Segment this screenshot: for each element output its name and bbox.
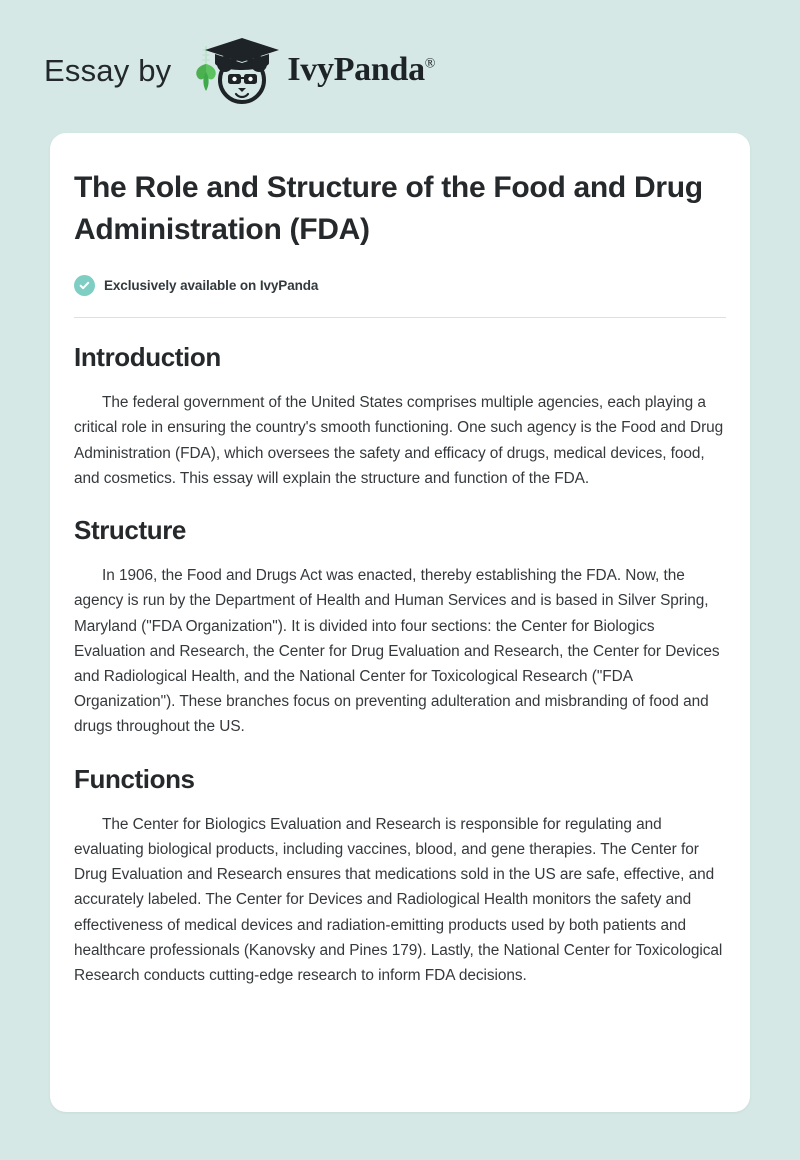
brand-wordmark [287, 53, 435, 87]
registered-trademark-symbol: ® [424, 56, 436, 72]
brand-name-text: IvyPanda [287, 51, 425, 88]
title-divider [74, 317, 726, 318]
panda-graduation-cap-icon [185, 36, 283, 104]
status-badge [74, 275, 726, 296]
section-paragraph-functions: The Center for Biologics Evaluation and Research is responsible for regulating and evaluating biological products, including vaccines, blood, and gene therapies. The Center for Drug Evaluation and Research ensures that medications sold in the US are safe, effective, and accurately labeled. The Center for Devices and Radiological Health monitors the safety and effectiveness of medical devices and radiation-emitting products used by both patients and healthcare professionals (Kanovsky and Pines 179). Lastly, the National Center for Toxicological Research conducts cutting-edge research to inform FDA decisions. [74, 815, 723, 985]
essay-by-label: Essay by [44, 52, 172, 88]
page-title: The Role and Structure of the Food and Drug Administration (FDA) [74, 171, 703, 246]
section-heading-functions: Functions [74, 763, 195, 794]
section-heading-introduction: Introduction [74, 342, 221, 372]
section-paragraph-structure: In 1906, the Food and Drugs Act was enacted, thereby establishing the FDA. Now, the agency is run by the Department of Health and Human Services and is based in Silver Spring, Maryland ("FDA Organization"). It is divided into four sections: the Center for Biologics Evaluation and Research, the Center for Drug Evaluation and Research, the Center for Devices and Radiological Health, and the National Center for Toxicological Research ("FDA Organization"). These branches focus on preventing adulteration and misbranding of food and drugs throughout the US. [74, 567, 720, 736]
ivypanda-logo[interactable] [185, 36, 435, 104]
document-card [50, 133, 750, 1112]
status-badge-label: Exclusively available on IvyPanda [104, 278, 319, 293]
check-circle-icon [74, 275, 95, 296]
section-heading-structure: Structure [74, 515, 186, 545]
section-paragraph-introduction: The federal government of the United States comprises multiple agencies, each playing a critical role in ensuring the country's smooth functioning. One such agency is the Food and Drug Administration (FDA), which oversees the safety and efficacy of drugs, medical devices, food, and cosmetics. This essay will explain the structure and function of the FDA. [74, 394, 724, 487]
brand-header [44, 30, 435, 110]
